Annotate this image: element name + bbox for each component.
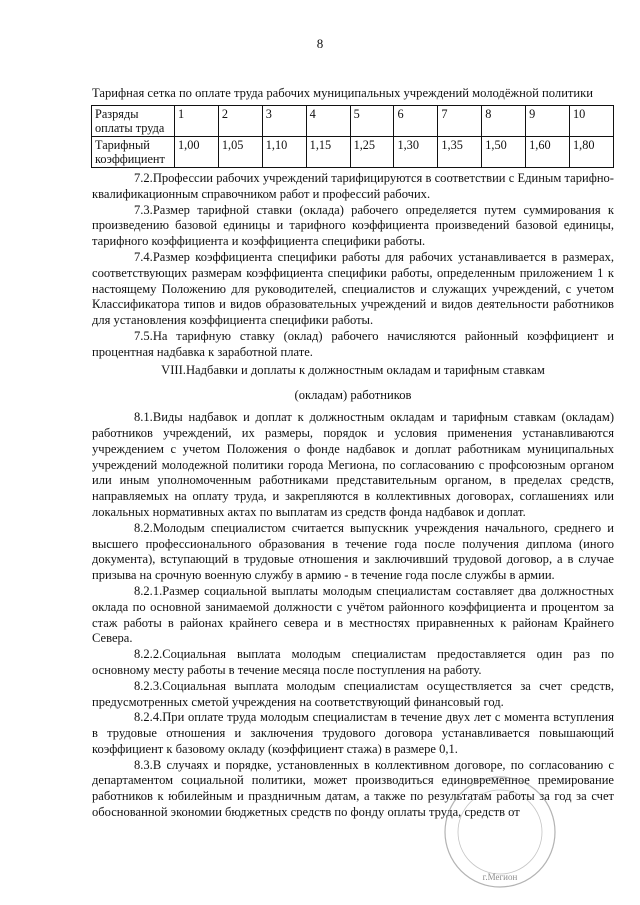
table-cell: 1,25 <box>350 137 394 168</box>
paragraph-7-4: 7.4.Размер коэффициента специфики работы для рабочих устанавливается в размерах, соответствующих размерам коэффициента специфики работы, определенным приложением 1 к настоящему Положению для руководителей, специалистов и служащих учреждений, с учетом Классификатора типов и видов образовательных учреждений и видов деятельности работников для установления коэффициента специфики работы. <box>92 249 614 328</box>
table-cell: 1,80 <box>570 137 614 168</box>
table-cell: 1,60 <box>526 137 570 168</box>
table-cell: 8 <box>482 106 526 137</box>
paragraph-8-2-4: 8.2.4.При оплате труда молодым специалистам в течение двух лет с момента вступления в трудовые отношения и заключения трудового договора устанавливается повышающий коэффициент к базовому окладу (коэффициент стажа) в размере 0,1. <box>92 710 614 756</box>
paragraph-8-2: 8.2.Молодым специалистом считается выпускник учреждения начального, среднего и высшего профессионального образования в течение года после получения диплома (иного документа), вступающий в трудовые отношения и заключивший трудовой договор, а в случае призыва на срочную военную службу в армию - в течение года после службы в армии. <box>92 520 614 583</box>
table-cell: 7 <box>438 106 482 137</box>
paragraph-8-2-3: 8.2.3.Социальная выплата молодым специалистам осуществляется за счет средств, предусмотренных сметой учреждения на соответствующий финансовый год. <box>92 678 614 709</box>
table-cell: 1 <box>175 106 219 137</box>
table-cell: 1,15 <box>306 137 350 168</box>
paragraph-7-2: 7.2.Профессии рабочих учреждений тарифицируются в соответствии с Единым тарифно-квалификационным справочником работ и профессий рабочих. <box>92 171 614 201</box>
table-cell: 4 <box>306 106 350 137</box>
document-body <box>92 171 614 821</box>
table-cell: 5 <box>350 106 394 137</box>
table-cell: 1,10 <box>262 137 306 168</box>
table-cell: 1,05 <box>218 137 262 168</box>
table-row-header: Тарифный коэффициент <box>92 137 175 168</box>
table-cell: 6 <box>394 106 438 137</box>
stamp-city-text: г.Мегион <box>482 872 518 882</box>
section-title-continued: (окладам) работников <box>294 388 412 403</box>
official-stamp <box>420 772 580 892</box>
paragraph-7-5: 7.5.На тарифную ставку (оклад) рабочего начисляются районный коэффициент и процентная надбавка к заработной плате. <box>92 328 614 359</box>
table-cell: 1,00 <box>175 137 219 168</box>
paragraph-7-3: 7.3.Размер тарифной ставки (оклада) рабочего определяется путем суммирования к произведению базовой единицы и тарифного коэффициента произведений базовой единицы, тарифного коэффициента и коэффициента специфики работы. <box>92 202 614 249</box>
table-row <box>92 106 614 137</box>
paragraph-8-2-2: 8.2.2.Социальная выплата молодым специалистам предоставляется один раз по основному месту работы в течение месяца после поступления на работу. <box>92 647 614 677</box>
table-row-header: Разряды оплаты труда <box>92 106 175 137</box>
table-caption: Тарифная сетка по оплате труда рабочих муниципальных учреждений молодёжной политики <box>92 86 594 100</box>
page-number: 8 <box>316 36 324 51</box>
tariff-table <box>91 105 614 168</box>
table-cell: 2 <box>218 106 262 137</box>
paragraph-8-3: 8.3.В случаях и порядке, установленных в коллективном договоре, по согласованию с департаментом социальной политики, может производиться единовременное премирование работников к юбилейным и праздничным датам, а также по результатам работы за год за счет обоснованной экономии бюджетных средств по фонду оплаты труда, средств от <box>92 757 614 820</box>
paragraph-8-2-1: 8.2.1.Размер социальной выплаты молодым специалистам составляет два должностных оклада по основной занимаемой должности с учётом районного коэффициента и процентом за стаж работы в районах крайнего севера и в местностях приравненных к районам Крайнего Севера. <box>92 583 614 646</box>
table-cell: 3 <box>262 106 306 137</box>
table-row <box>92 137 614 168</box>
table-cell: 9 <box>526 106 570 137</box>
table-cell: 10 <box>570 106 614 137</box>
table-cell: 1,50 <box>482 137 526 168</box>
paragraph-8-1: 8.1.Виды надбавок и доплат к должностным окладам и тарифным ставкам (окладам) работников учреждений, их размеры, порядок и условия применения устанавливаются учреждением с учетом Положения о фонде надбавок и доплат работникам муниципальных учреждений молодежной политики города Мегиона, по согласованию с профсоюзным органом или иным уполномоченным работниками представительным органом, в пределах средств, направляемых на оплату труда, и закрепляются в коллективных договорах, соглашениях или локальных нормативных актах по выплатам из средств фонда надбавок и доплат. <box>92 410 614 519</box>
table-cell: 1,30 <box>394 137 438 168</box>
section-title: VIII.Надбавки и доплаты к должностным окладам и тарифным ставкам <box>161 362 545 377</box>
table-cell: 1,35 <box>438 137 482 168</box>
